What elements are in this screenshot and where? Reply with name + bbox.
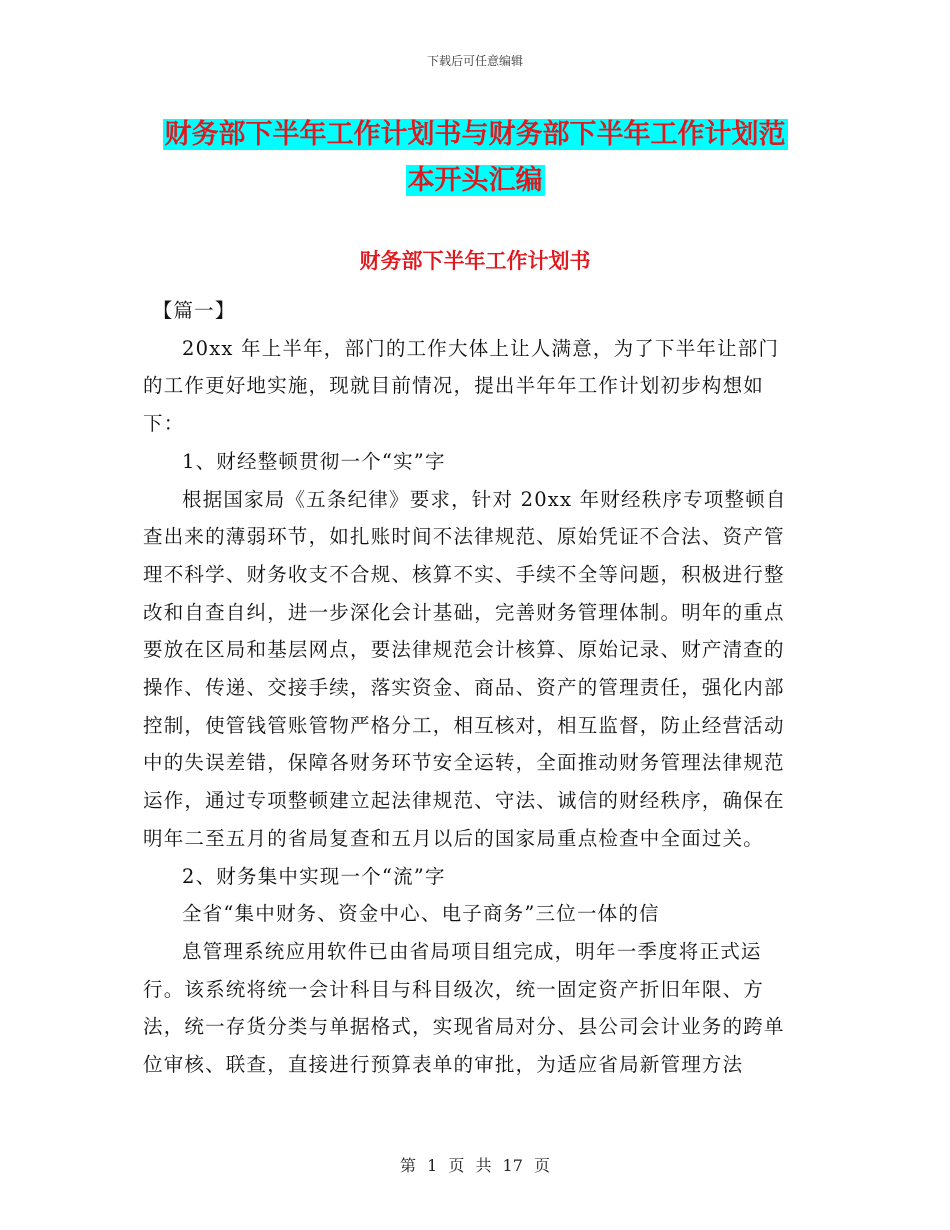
paragraph-item-1: 根据国家局《五条纪律》要求，针对 20xx 年财经秩序专项整顿自查出来的薄弱环节，如扎账时间不法律规范、原始凭证不合法、资产管理不科学、财务收支不合规、核算不实、手续不全等问题，积极进行整改和自查自纠，进一步深化会计基础，完善财务管理体制。明年的重点要放在区局和基层网点，要法律规范会计核算、原始记录、财产清查的操作、传递、交接手续，落实资金、商品、资产的管理责任，强化内部控制，使管钱管账管物严格分工，相互核对，相互监督，防止经营活动中的失误差错，保障各财务环节安全运转，全面推动财务管理法律规范运作，通过专项整顿建立起法律规范、守法、诚信的财经秩序，确保在明年二至五月的省局复查和五月以后的国家局重点检查中全面过关。 [143,487,787,850]
title-line-2: 本开头汇编 [407,165,543,196]
section-title: 财务部下半年工作计划书 [359,249,591,273]
paragraph-intro: 20xx 年上半年，部门的工作大体上让人满意，为了下半年让部门的工作更好地实施，现就目前情况，提出半年年工作计划初步构想如下： [143,336,780,436]
document-title [0,112,950,204]
heading-item-2: 2、财务集中实现一个“流”字 [182,864,446,888]
page-footer: 第 1 页 共 17 页 [400,1156,550,1175]
page-header: 下载后可任意编辑 [426,54,523,68]
section-label: 【篇一】 [152,299,236,322]
heading-item-1: 1、财经整顿贯彻一个“实”字 [182,449,446,473]
title-line-1: 财务部下半年工作计划书与财务部下半年工作计划范 [164,119,786,150]
document-body [143,292,798,1084]
paragraph-item-2b: 息管理系统应用软件已由省局项目组完成，明年一季度将正式运行。该系统将统一会计科目与科目级次，统一固定资产折旧年限、方法，统一存货分类与单据格式，实现省局对分、县公司会计业务的跨单位审核、联查，直接进行预算表单的审批，为适应省局新管理方法 [143,939,785,1077]
paragraph-item-2a: 全省“集中财务、资金中心、电子商务”三位一体的信 [182,902,660,926]
